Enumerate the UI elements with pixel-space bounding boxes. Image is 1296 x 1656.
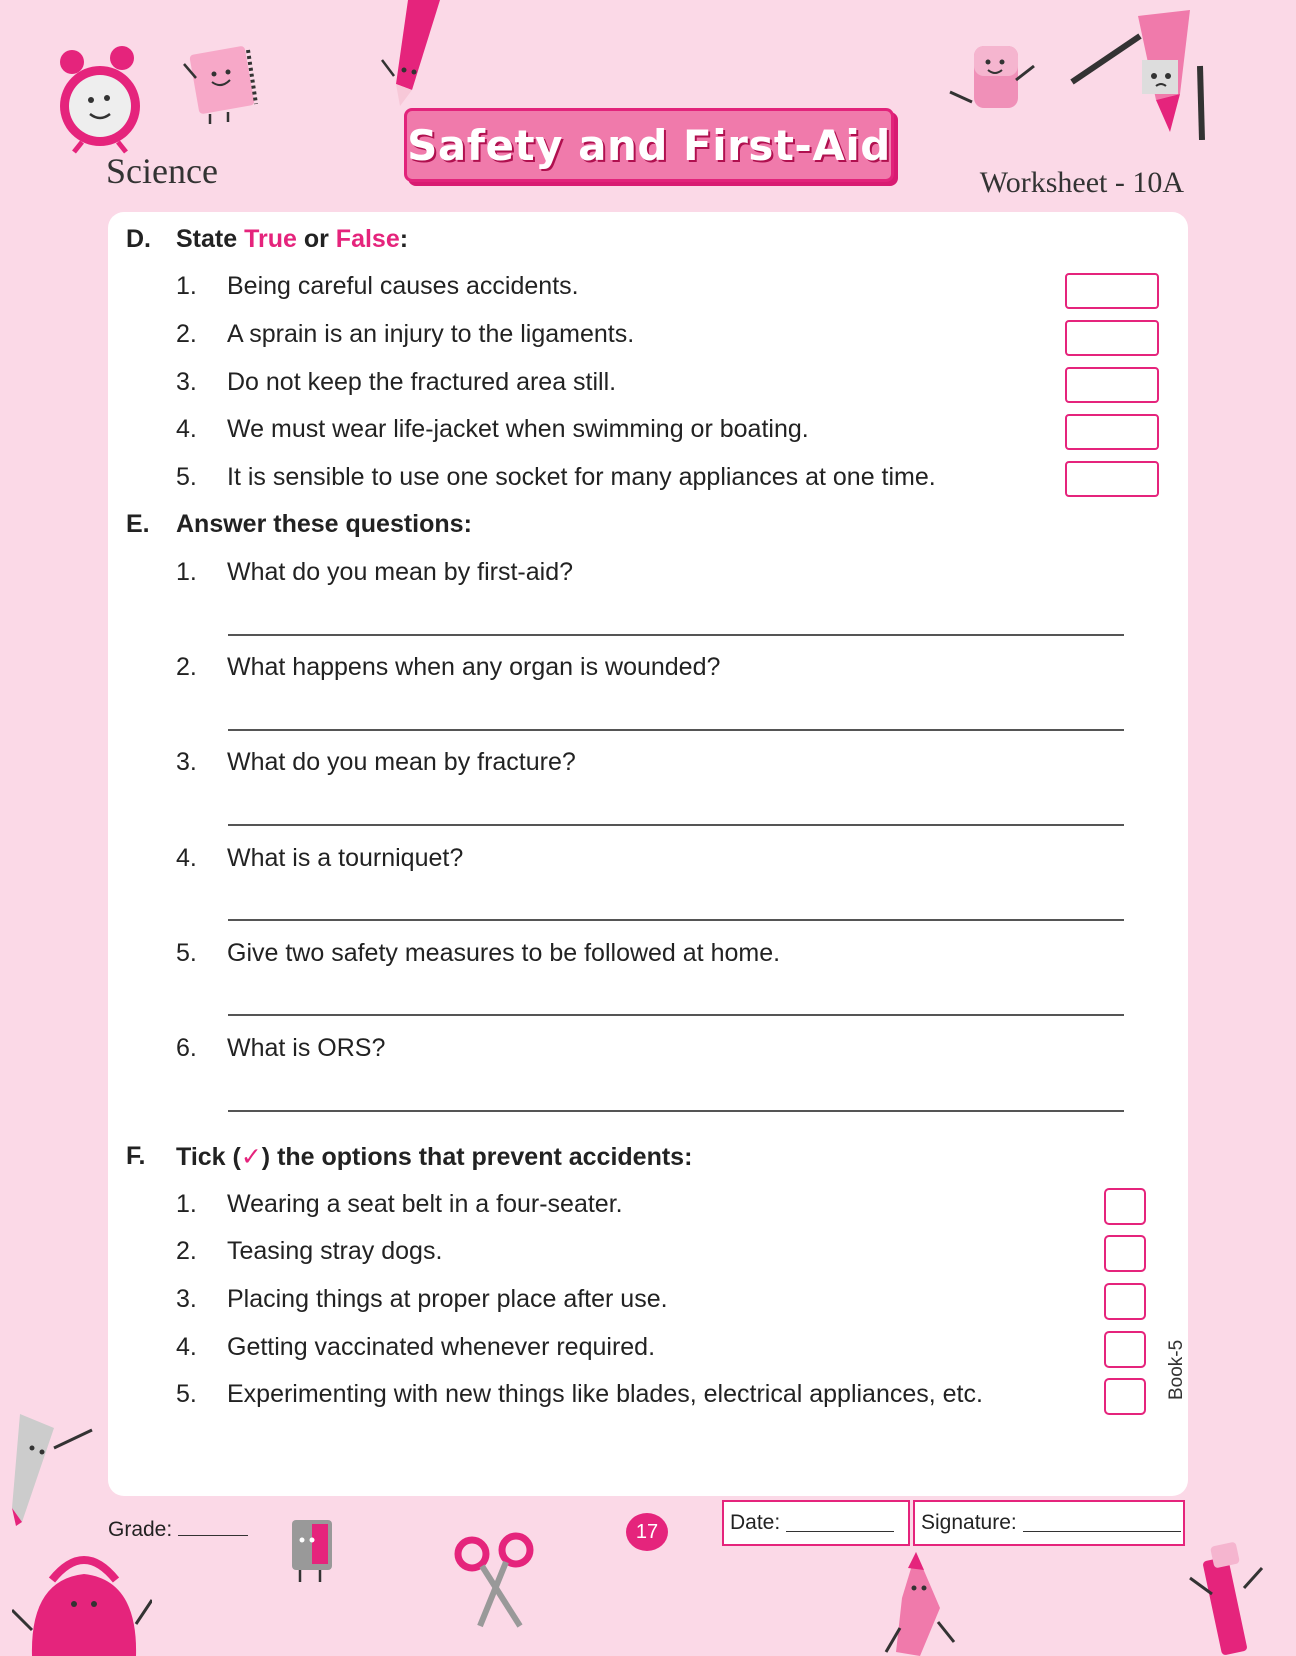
book-tag: Book-5	[1166, 1339, 1187, 1400]
date-label: Date:	[730, 1511, 781, 1534]
scissors-illustration	[450, 1530, 540, 1630]
page-number: 17	[635, 1520, 659, 1543]
list-item: Experimenting with new things like blades, electrical appliances, etc.	[227, 1380, 983, 1408]
list-item: It is sensible to use one socket for many appliances at one time.	[227, 463, 936, 491]
list-item-number: 4.	[176, 1333, 197, 1361]
crayon-illustration	[880, 1548, 960, 1656]
list-item-number: 3.	[176, 1285, 197, 1313]
section-d-letter: D.	[126, 225, 151, 253]
section-f-letter: F.	[126, 1142, 146, 1170]
list-item: Placing things at proper place after use.	[227, 1285, 668, 1313]
page-title: Safety and First-Aid	[407, 120, 891, 170]
answer-line[interactable]	[228, 919, 1124, 921]
date-blank[interactable]	[786, 1515, 894, 1532]
list-item: Being careful causes accidents.	[227, 272, 579, 300]
question-number: 1.	[176, 558, 197, 586]
list-item: A sprain is an injury to the ligaments.	[227, 320, 635, 348]
pencil-character-illustration	[1070, 6, 1210, 140]
check-icon: ✓	[240, 1143, 262, 1171]
list-item-number: 3.	[176, 368, 197, 396]
tick-checkbox[interactable]	[1104, 1283, 1146, 1320]
question-text: What is a tourniquet?	[227, 844, 464, 872]
question-text: What happens when any organ is wounded?	[227, 653, 721, 681]
section-e-letter: E.	[126, 510, 150, 538]
true-false-answer-box[interactable]	[1065, 273, 1159, 309]
true-false-answer-box[interactable]	[1065, 367, 1159, 403]
list-item-number: 4.	[176, 415, 197, 443]
question-number: 4.	[176, 844, 197, 872]
true-false-answer-box[interactable]	[1065, 461, 1159, 497]
worksheet-label: Worksheet - 10A	[979, 166, 1184, 199]
subject-label: Science	[106, 151, 218, 191]
section-d-title	[176, 225, 408, 254]
notepad-illustration	[176, 44, 262, 124]
list-item: Teasing stray dogs.	[227, 1237, 443, 1265]
section-f-title-prefix: Tick (	[176, 1143, 241, 1171]
signature-blank[interactable]	[1023, 1515, 1181, 1532]
answer-line[interactable]	[228, 824, 1124, 826]
list-item-number: 2.	[176, 1237, 197, 1265]
true-keyword: True	[244, 225, 297, 253]
tick-checkbox[interactable]	[1104, 1188, 1146, 1225]
answer-line[interactable]	[228, 634, 1124, 636]
section-e-title: Answer these questions:	[176, 510, 472, 538]
title-banner	[404, 108, 894, 182]
answer-line[interactable]	[228, 1110, 1124, 1112]
question-number: 2.	[176, 653, 197, 681]
section-d-title-suffix: :	[399, 225, 409, 253]
or-keyword: or	[296, 225, 336, 253]
signature-field[interactable]	[913, 1500, 1185, 1546]
eraser-illustration	[946, 40, 1036, 120]
question-number: 3.	[176, 748, 197, 776]
true-false-answer-box[interactable]	[1065, 414, 1159, 450]
false-keyword: False	[335, 225, 400, 253]
list-item-number: 1.	[176, 1190, 197, 1218]
list-item-number: 1.	[176, 272, 197, 300]
section-f-title-suffix: ) the options that prevent accidents:	[261, 1143, 693, 1171]
list-item-number: 5.	[176, 463, 197, 491]
tick-checkbox[interactable]	[1104, 1331, 1146, 1368]
true-false-answer-box[interactable]	[1065, 320, 1159, 356]
list-item-number: 5.	[176, 1380, 197, 1408]
grade-field[interactable]	[108, 1518, 248, 1542]
list-item: We must wear life-jacket when swimming or boating.	[227, 415, 809, 443]
ruler-illustration	[8, 1408, 94, 1526]
question-text: What is ORS?	[227, 1034, 386, 1062]
list-item: Do not keep the fractured area still.	[227, 368, 617, 396]
sharpener-illustration	[284, 1516, 344, 1586]
answer-line[interactable]	[228, 1014, 1124, 1016]
grade-label: Grade:	[108, 1518, 173, 1541]
list-item-number: 2.	[176, 320, 197, 348]
question-number: 5.	[176, 939, 197, 967]
answer-line[interactable]	[228, 729, 1124, 731]
marker-illustration	[1186, 1538, 1266, 1656]
tick-checkbox[interactable]	[1104, 1378, 1146, 1415]
pencil-illustration	[378, 0, 448, 110]
date-field[interactable]	[722, 1500, 910, 1546]
list-item: Wearing a seat belt in a four-seater.	[227, 1190, 623, 1218]
question-number: 6.	[176, 1034, 197, 1062]
tick-checkbox[interactable]	[1104, 1235, 1146, 1272]
question-text: Give two safety measures to be followed at home.	[227, 939, 781, 967]
signature-label: Signature:	[921, 1511, 1017, 1534]
page-number-badge	[626, 1513, 668, 1551]
section-f-title	[176, 1142, 692, 1172]
section-d-title-prefix: State	[176, 225, 245, 253]
list-item: Getting vaccinated whenever required.	[227, 1333, 656, 1361]
alarm-clock-illustration	[52, 44, 152, 154]
grade-blank[interactable]	[178, 1519, 248, 1536]
question-text: What do you mean by fracture?	[227, 748, 576, 776]
question-text: What do you mean by first-aid?	[227, 558, 573, 586]
